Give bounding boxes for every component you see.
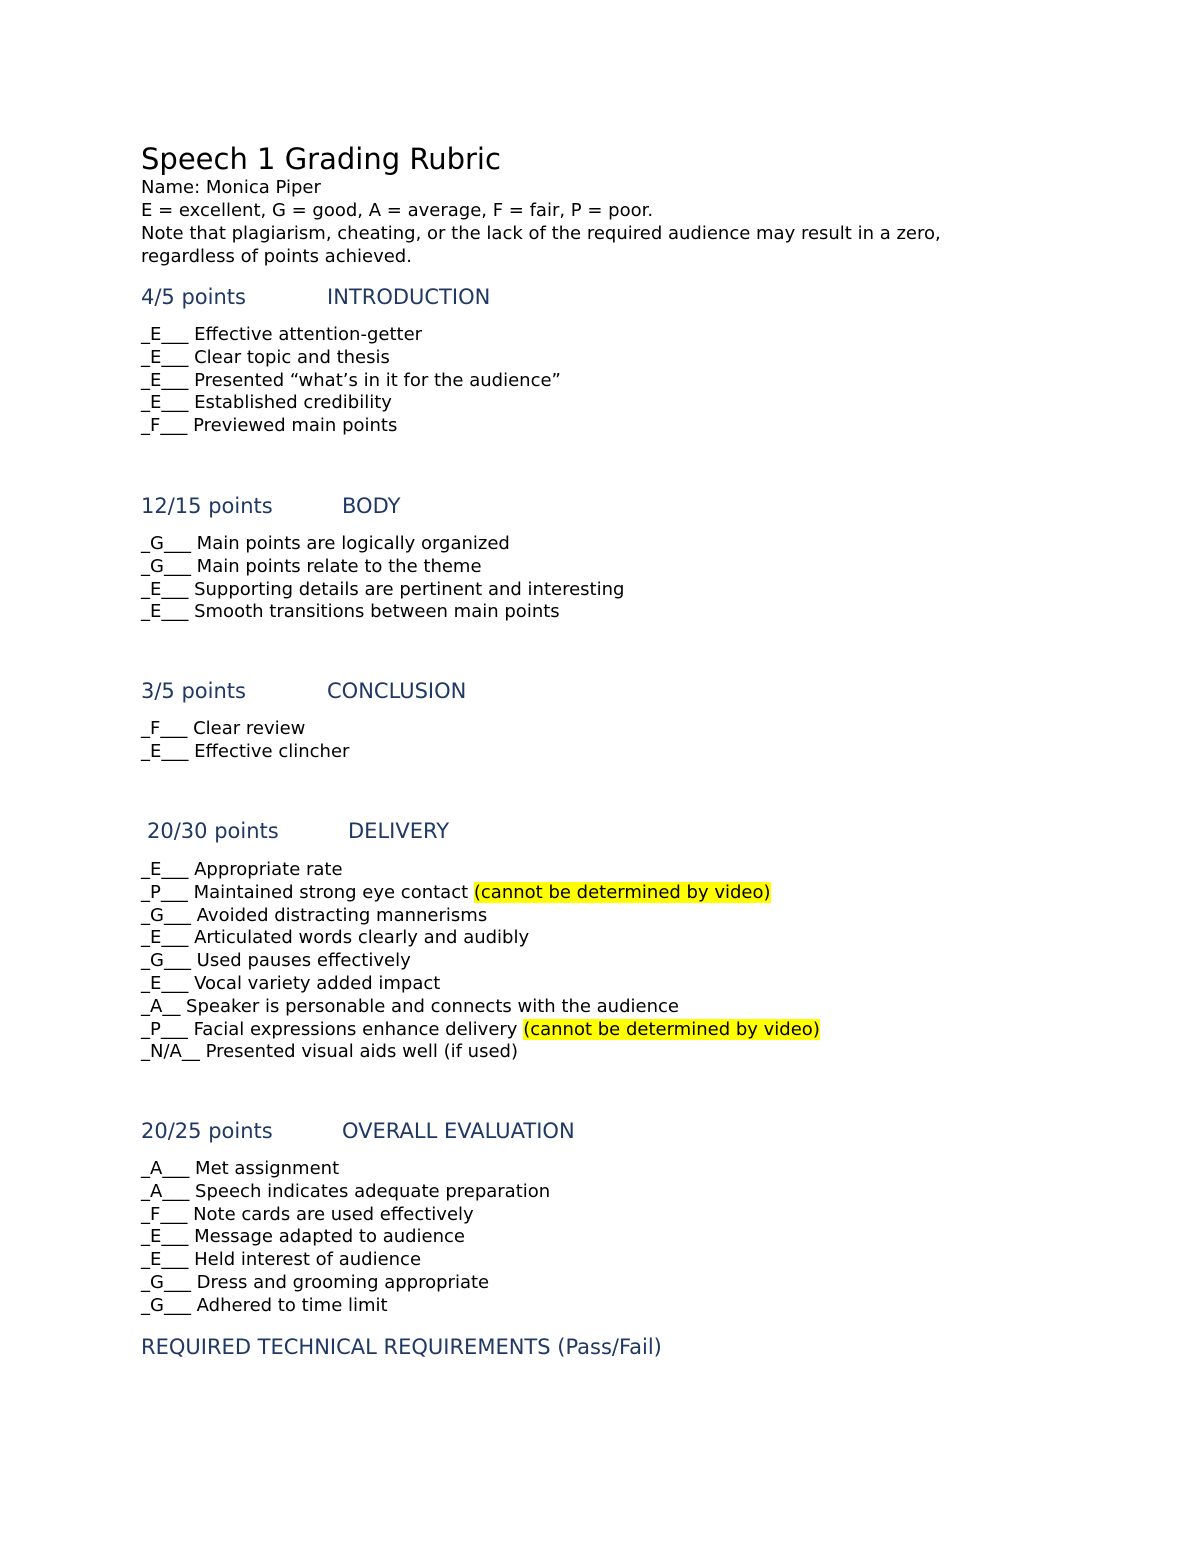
- rubric-item: [141, 1041, 820, 1064]
- note-line-2: regardless of points achieved.: [141, 246, 412, 267]
- rubric-item: [141, 859, 820, 882]
- item-criterion: Note cards are used effectively: [187, 1203, 474, 1225]
- body-title: BODY: [342, 494, 401, 518]
- item-grade: _G___: [141, 904, 191, 926]
- overall-title: OVERALL EVALUATION: [342, 1119, 575, 1143]
- item-grade: _G___: [141, 1271, 191, 1293]
- item-criterion: Effective attention-getter: [188, 324, 423, 345]
- rubric-item: [141, 392, 561, 415]
- item-grade: _F___: [141, 415, 188, 437]
- body-heading: [141, 493, 400, 519]
- rubric-item: [141, 950, 820, 973]
- rubric-item: [141, 1295, 550, 1318]
- rubric-item: [141, 324, 561, 347]
- rubric-item: [141, 1181, 550, 1204]
- rubric-item: [141, 415, 561, 438]
- conclusion-items: [141, 718, 349, 764]
- item-grade: _E___: [141, 1226, 189, 1248]
- header-info: [141, 176, 941, 268]
- conclusion-heading: [141, 678, 466, 704]
- rubric-item: [141, 741, 349, 764]
- item-grade: _E___: [141, 1249, 189, 1271]
- item-grade: _P___: [141, 1018, 188, 1040]
- rubric-item: [141, 1204, 550, 1227]
- delivery-points: 20/30 points: [147, 819, 279, 843]
- item-criterion: Presented “what’s in it for the audience”: [188, 369, 561, 391]
- rubric-item: [141, 1272, 550, 1295]
- delivery-items: [141, 859, 820, 1064]
- overall-heading: [141, 1118, 575, 1144]
- delivery-title: DELIVERY: [348, 819, 450, 843]
- item-grade: _N/A__: [141, 1041, 200, 1063]
- rubric-item: [141, 1158, 550, 1181]
- item-grade: _E___: [141, 392, 189, 414]
- item-grade: _E___: [141, 740, 189, 762]
- student-name: Name: Monica Piper: [141, 177, 321, 198]
- rubric-item: [141, 370, 561, 393]
- item-grade: _E___: [141, 369, 189, 391]
- rubric-item: [141, 556, 624, 579]
- item-criterion: Held interest of audience: [188, 1249, 422, 1271]
- rubric-item: [141, 1019, 820, 1042]
- rubric-item: [141, 905, 820, 928]
- item-grade: _A___: [141, 1180, 190, 1202]
- item-grade: _G___: [141, 1294, 191, 1316]
- item-grade: _E___: [141, 972, 189, 994]
- item-grade: _G___: [141, 533, 191, 554]
- rubric-item: [141, 579, 624, 602]
- item-criterion: Vocal variety added impact: [188, 972, 441, 994]
- introduction-title: INTRODUCTION: [327, 285, 491, 309]
- rubric-item: [141, 1226, 550, 1249]
- introduction-items: [141, 324, 561, 438]
- item-criterion: Clear topic and thesis: [188, 346, 390, 368]
- item-criterion: Speaker is personable and connects with the audience: [180, 995, 679, 1017]
- item-criterion: Dress and grooming appropriate: [190, 1271, 490, 1293]
- item-criterion: Smooth transitions between main points: [188, 601, 560, 623]
- rubric-item: [141, 927, 820, 950]
- item-grade: _G___: [141, 950, 191, 972]
- item-criterion: Clear review: [187, 718, 306, 739]
- body-items: [141, 533, 624, 624]
- technical-requirements-heading: REQUIRED TECHNICAL REQUIREMENTS (Pass/Fail): [141, 1335, 662, 1359]
- item-criterion: Met assignment: [189, 1158, 340, 1179]
- item-criterion: Speech indicates adequate preparation: [189, 1180, 551, 1202]
- item-criterion: Presented visual aids well (if used): [199, 1041, 518, 1063]
- rubric-item: [141, 718, 349, 741]
- item-criterion: Avoided distracting mannerisms: [190, 904, 488, 926]
- highlighted-note: (cannot be determined by video): [473, 881, 771, 903]
- item-grade: _A___: [141, 1158, 190, 1179]
- item-grade: _E___: [141, 346, 189, 368]
- rubric-item: [141, 996, 820, 1019]
- item-grade: _E___: [141, 601, 189, 623]
- item-grade: _G___: [141, 555, 191, 577]
- item-grade: _E___: [141, 578, 189, 600]
- conclusion-title: CONCLUSION: [327, 679, 467, 703]
- rubric-item: [141, 533, 624, 556]
- item-grade: _E___: [141, 859, 189, 880]
- rubric-item: [141, 601, 624, 624]
- delivery-heading: [147, 818, 449, 844]
- note-line-1: Note that plagiarism, cheating, or the lack of the required audience may result in a zero,: [141, 223, 941, 244]
- conclusion-points: 3/5 points: [141, 679, 246, 703]
- introduction-points: 4/5 points: [141, 285, 246, 309]
- rubric-item: [141, 973, 820, 996]
- item-criterion: Adhered to time limit: [190, 1294, 388, 1316]
- item-criterion: Appropriate rate: [188, 859, 343, 880]
- item-criterion: Previewed main points: [187, 415, 398, 437]
- item-grade: _E___: [141, 324, 189, 345]
- item-criterion: Message adapted to audience: [188, 1226, 466, 1248]
- item-criterion: Maintained strong eye contact: [187, 881, 474, 903]
- overall-items: [141, 1158, 550, 1318]
- item-grade: _F___: [141, 718, 188, 739]
- item-criterion: Facial expressions enhance delivery: [187, 1018, 524, 1040]
- item-grade: _A__: [141, 995, 181, 1017]
- item-criterion: Established credibility: [188, 392, 392, 414]
- item-criterion: Articulated words clearly and audibly: [188, 927, 530, 949]
- item-criterion: Supporting details are pertinent and interesting: [188, 578, 625, 600]
- item-grade: _F___: [141, 1203, 188, 1225]
- item-criterion: Main points relate to the theme: [190, 555, 482, 577]
- item-criterion: Effective clincher: [188, 740, 350, 762]
- page-title: Speech 1 Grading Rubric: [141, 142, 501, 176]
- item-grade: _E___: [141, 927, 189, 949]
- item-criterion: Used pauses effectively: [190, 950, 411, 972]
- rubric-item: [141, 1249, 550, 1272]
- highlighted-note: (cannot be determined by video): [523, 1018, 820, 1040]
- introduction-heading: [141, 284, 490, 310]
- item-grade: _P___: [141, 881, 188, 903]
- overall-points: 20/25 points: [141, 1119, 273, 1143]
- grade-legend: E = excellent, G = good, A = average, F = fair, P = poor.: [141, 200, 654, 221]
- rubric-item: [141, 882, 820, 905]
- body-points: 12/15 points: [141, 494, 273, 518]
- rubric-item: [141, 347, 561, 370]
- item-criterion: Main points are logically organized: [190, 533, 510, 554]
